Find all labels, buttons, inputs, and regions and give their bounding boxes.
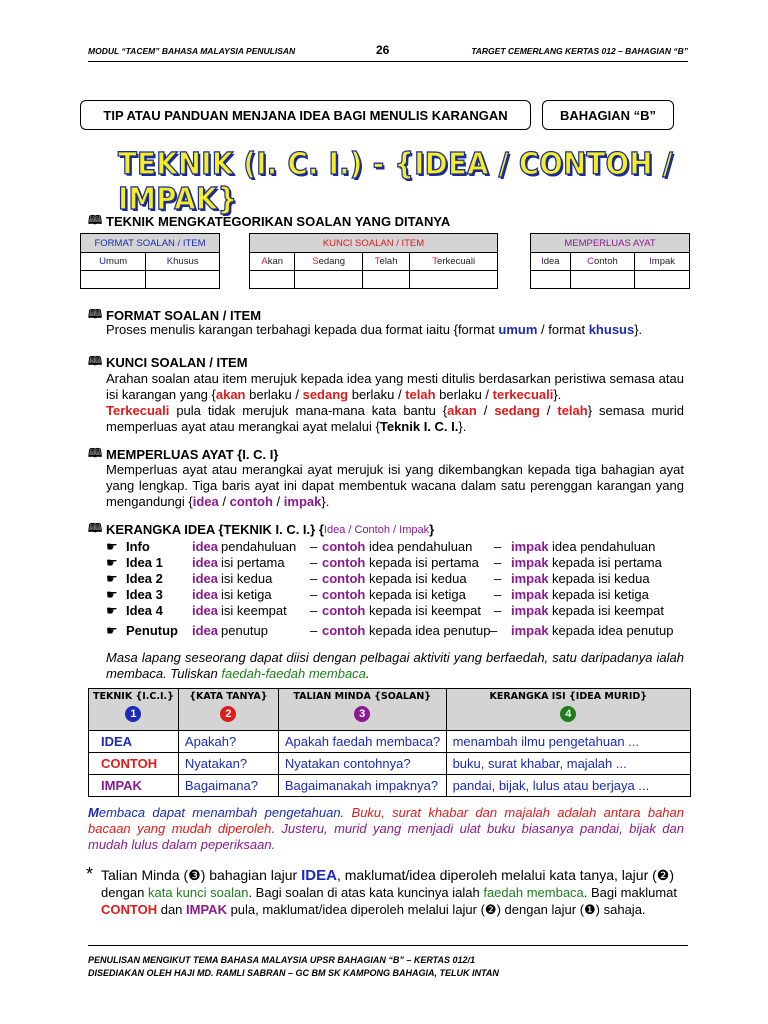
text: Masa lapang seseorang dapat diisi dengan pelbagai aktiviti yang berfaedah, satu daripadanya ialah membaca. Tuliskan (106, 650, 684, 681)
table-cell: Apakah faedah membaca? (278, 731, 446, 753)
keyword-akan: akan (215, 387, 246, 402)
keyword-teknik: Teknik I. C. I. (379, 419, 459, 434)
section-heading-teknik (88, 211, 450, 232)
keyword-idea: idea (192, 555, 219, 570)
keyword-sedang: sedang (494, 403, 540, 418)
kerangka-label: Idea 2 (126, 571, 163, 586)
format-paragraph (106, 322, 684, 338)
pointing-hand-icon: ☛ (106, 587, 118, 602)
keyword-impak: impak (511, 587, 549, 602)
book-icon: 🕮 (88, 446, 103, 460)
kerangka-label: Idea 3 (126, 587, 163, 602)
kunci-empty-cell (410, 271, 498, 289)
keyword-contoh: contoh (229, 494, 273, 509)
text: dea (326, 523, 346, 536)
perluas-table (530, 233, 690, 289)
keyword-idea: idea (192, 623, 219, 638)
keyword-impak: impak (511, 539, 549, 554)
keyword-kata-kunci: kata kunci soalan (148, 885, 249, 900)
section-heading-text: FORMAT SOALAN / ITEM (106, 308, 262, 323)
keyword-sedang: sedang (302, 387, 349, 402)
keyword-idea: idea (192, 494, 219, 509)
format-empty-cell (81, 271, 146, 289)
table-cell: Apakah? (178, 731, 278, 753)
kerangka-idea-text: isi pertama (221, 555, 285, 570)
kerangka-row (106, 539, 696, 555)
text: M (88, 805, 99, 820)
kerangka-contoh-text: idea pendahuluan (369, 539, 473, 554)
kerangka-label: Info (126, 539, 150, 554)
kerangka-impak-text: kepada isi ketiga (552, 587, 649, 602)
text: }. (458, 419, 467, 434)
kerangka-impak-text: idea pendahuluan (552, 539, 656, 554)
text: pula, maklumat/idea diperoleh melalui lajur (❷) dengan lajur (❶) sahaja. (226, 902, 646, 917)
keyword-impak: impak (283, 494, 322, 509)
kerangka-impak-text: kepada isi kedua (552, 571, 650, 586)
dash: – (490, 623, 498, 638)
keyword-contoh: contoh (322, 587, 366, 602)
kerangka-i (324, 524, 429, 536)
table-row (89, 775, 691, 797)
keyword-contoh: contoh (322, 539, 366, 554)
note-paragraph (101, 867, 685, 918)
table-cell: menambah ilmu pengetahuan ... (446, 731, 690, 753)
ici-table-head (89, 689, 179, 731)
pointing-hand-icon: ☛ (106, 539, 118, 554)
section-heading-kunci (88, 352, 248, 373)
text: / (218, 494, 230, 509)
keyword-faedah: faedah membaca (483, 885, 584, 900)
text: dengan (101, 885, 148, 900)
dash: – (494, 571, 502, 586)
title-box (80, 100, 531, 130)
text (101, 867, 674, 883)
text: Proses menulis karangan terbahagi kepada dua format iaitu {format (106, 322, 499, 337)
pointing-hand-icon: ☛ (106, 603, 118, 618)
star-bullet: * (86, 864, 94, 884)
keyword-idea: idea (192, 571, 219, 586)
kunci-table-head: KUNCI SOALAN / ITEM (250, 234, 498, 253)
keyword-idea: IDEA (301, 867, 337, 884)
answer-paragraph (88, 805, 684, 853)
section-box (542, 100, 674, 130)
ici-head-label: KERANGKA ISI {IDEA MURID} (489, 691, 648, 702)
keyword-contoh: contoh (322, 623, 366, 638)
keyword-terkecuali: Terkecuali (106, 403, 170, 418)
table-cell: Nyatakan contohnya? (278, 753, 446, 775)
dash: – (310, 587, 318, 602)
table-cell: buku, surat khabar, majalah ... (446, 753, 690, 775)
keyword-impak: impak (511, 603, 549, 618)
kerangka-row (106, 555, 696, 571)
keyword-impak: impak (511, 623, 549, 638)
footer-line-1: PENULISAN MENGIKUT TEMA BAHASA MALAYSIA UPSR BAHAGIAN “B” – KERTAS 012/1 (88, 955, 476, 965)
keyword-contoh: contoh (322, 555, 366, 570)
kerangka-idea-text: isi keempat (221, 603, 287, 618)
format-cell-umum: Umum (81, 253, 146, 271)
kerangka-idea-text: isi kedua (221, 571, 273, 586)
kerangka-label: Idea 1 (126, 555, 163, 570)
header-left: MODUL “TACEM” BAHASA MALAYSIA PENULISAN (88, 46, 296, 56)
keyword-impak: IMPAK (186, 902, 227, 917)
ici-table-head (178, 689, 278, 731)
page-number: 26 (376, 43, 390, 57)
number-badge: 2 (220, 706, 236, 722)
kunci-cell-terkecuali: Terkecuali (410, 253, 498, 271)
kerangka-impak-text: kepada isi pertama (552, 555, 662, 570)
text: / (539, 403, 558, 418)
text: / format (537, 322, 589, 337)
keyword-telah: telah (557, 403, 588, 418)
pointing-hand-icon: ☛ (106, 555, 118, 570)
perluas-table-head: MEMPERLUAS AYAT (531, 234, 690, 253)
kerangka-impak-text: kepada idea penutup (552, 623, 674, 638)
section-heading-text: MEMPERLUAS AYAT {I. C. I} (106, 447, 279, 462)
keyword-telah: telah (405, 387, 436, 402)
number-badge: 4 (560, 706, 576, 722)
kerangka-contoh-text: kepada isi keempat (369, 603, 482, 618)
format-table-head: FORMAT SOALAN / ITEM (81, 234, 220, 253)
text: berlaku / (435, 387, 493, 402)
text: }. (553, 387, 562, 402)
table-cell: CONTOH (89, 753, 179, 775)
kerangka-contoh-text: kepada isi kedua (369, 571, 467, 586)
text: Justeru, murid yang menjadi ulat buku biasanya pandai, bijak dan mudah lulus dalam peperiksaan. (88, 821, 684, 852)
number-badge: 3 (354, 706, 370, 722)
page-header (88, 44, 688, 62)
kunci-empty-cell (250, 271, 295, 289)
table-cell: Bagaimana? (178, 775, 278, 797)
kerangka-contoh-text: kepada isi pertama (369, 555, 479, 570)
text: mpak (402, 523, 430, 536)
keyword-idea: idea (192, 539, 219, 554)
dash: – (494, 603, 502, 618)
dash: – (494, 587, 502, 602)
ici-head-label: TEKNIK {I.C.I.} (93, 691, 174, 702)
kerangka-label: Penutup (126, 623, 178, 638)
table-row (89, 731, 691, 753)
kunci-cell-sedang: Sedang (295, 253, 363, 271)
text: embaca dapat menambah pengetahuan. (98, 805, 345, 820)
keyword-akan: akan (447, 403, 477, 418)
text: Arahan soalan atau item merujuk kepada idea yang mesti ditulis berdasarkan peristiwa semasa atau isi karangan yang { (106, 371, 684, 402)
dash: – (494, 555, 502, 570)
title-box-text: TIP ATAU PANDUAN MENJANA IDEA BAGI MENULIS KARANGAN (103, 107, 508, 123)
table-cell: Bagaimanakah impaknya? (278, 775, 446, 797)
kerangka-row (106, 623, 696, 639)
table-cell: IDEA (89, 731, 179, 753)
text: / (389, 523, 400, 536)
letter: C (354, 523, 363, 536)
perluas-empty-cell (531, 271, 571, 289)
kerangka-row (106, 571, 696, 587)
text: / (272, 494, 284, 509)
text: Buku, surat khabar dan majalah adalah antara bahan bacaan yang mudah diperoleh. (88, 805, 684, 836)
header-right: TARGET CEMERLANG KERTAS 012 – BAHAGIAN “B” (471, 46, 688, 56)
keyword-contoh: contoh (322, 571, 366, 586)
format-empty-cell (146, 271, 220, 289)
table-cell: IMPAK (89, 775, 179, 797)
pointing-hand-icon: ☛ (106, 623, 118, 638)
kerangka-idea-text: penutup (221, 623, 268, 638)
kunci-empty-cell (362, 271, 409, 289)
pointing-hand-icon: ☛ (106, 571, 118, 586)
text: } semasa murid memperluas ayat atau merangkai ayat melalui { (106, 403, 684, 434)
table-cell: Nyatakan? (178, 753, 278, 775)
kerangka-contoh-text: kepada isi ketiga (369, 587, 466, 602)
perluas-cell-idea: Idea (531, 253, 571, 271)
text: . Bagi soalan di atas kata kuncinya ialah (248, 885, 484, 900)
section-box-text: BAHAGIAN “B” (559, 107, 657, 123)
book-icon: 🕮 (88, 307, 103, 321)
kunci-cell-akan: Akan (250, 253, 295, 271)
format-table (80, 233, 220, 289)
dash: – (494, 539, 502, 554)
letter: I (323, 523, 327, 536)
kerangka-idea-text: isi ketiga (221, 587, 272, 602)
question-paragraph (106, 650, 684, 682)
table-row (89, 753, 691, 775)
page-footer (88, 945, 688, 980)
perluas-paragraph (106, 462, 684, 510)
section-heading-text: TEKNIK MENGKATEGORIKAN SOALAN YANG DITANYA (106, 214, 451, 229)
perluas-empty-cell (570, 271, 634, 289)
perluas-empty-cell (635, 271, 690, 289)
text: . (365, 666, 370, 681)
dash: – (310, 603, 318, 618)
keyword-khusus: khusus (588, 322, 635, 337)
dash: – (310, 555, 318, 570)
dash: – (310, 539, 318, 554)
kerangka-idea-text: pendahuluan (221, 539, 297, 554)
letter: I (399, 523, 403, 536)
keyword-terkecuali: terkecuali (492, 387, 554, 402)
section-heading-kerangka (88, 519, 434, 540)
ici-head-label: TALIAN MINDA {SOALAN} (293, 691, 432, 702)
keyword-umum: umum (498, 322, 538, 337)
section-heading-text: KUNCI SOALAN / ITEM (106, 355, 248, 370)
book-icon: 🕮 (88, 521, 103, 535)
text: / (345, 523, 355, 536)
kunci-paragraph (106, 371, 684, 435)
ici-table-head (446, 689, 690, 731)
kerangka-row (106, 603, 696, 619)
keyword-contoh: contoh (322, 603, 366, 618)
keyword-impak: impak (511, 555, 549, 570)
text: Memperluas ayat atau merangkai ayat merujuk isi yang dikembangkan kepada tiga bahagian ayat yang lengkap. Tiga baris ayat ini dapat membentuk wacana dalam satu perenggan karangan yang mengandungi { (106, 462, 684, 509)
text: . Bagi maklumat (583, 885, 677, 900)
kunci-cell-telah: Telah (362, 253, 409, 271)
text: berlaku / (348, 387, 406, 402)
footer-line-2: DISEDIAKAN OLEH HAJI MD. RAMLI SABRAN – GC BM SK KAMPONG BAHAGIA, TELUK INTAN (88, 968, 499, 978)
ici-table (88, 688, 691, 797)
keyword-contoh: CONTOH (101, 902, 158, 917)
big-title: TEKNIK (I. C. I.) - {IDEA / CONTOH / IMPAK} (118, 147, 673, 217)
text: pula tidak merujuk mana-mana kata bantu { (169, 403, 448, 418)
perluas-cell-impak: Impak (635, 253, 690, 271)
ici-head-label: {KATA TANYA} (189, 691, 268, 702)
kunci-table (249, 233, 498, 289)
text: / (476, 403, 495, 418)
ici-table-head (278, 689, 446, 731)
number-badge: 1 (125, 706, 141, 722)
keyword-idea: idea (192, 603, 219, 618)
keyword-idea: idea (192, 587, 219, 602)
dash: – (310, 623, 318, 638)
text: } (429, 522, 435, 537)
kunci-empty-cell (295, 271, 363, 289)
perluas-cell-contoh: Contoh (570, 253, 634, 271)
keyword-impak: impak (511, 571, 549, 586)
text: ontoh (362, 523, 390, 536)
kerangka-label: Idea 4 (126, 603, 163, 618)
kerangka-impak-text: kepada isi keempat (552, 603, 665, 618)
section-heading-text: KERANGKA IDEA {TEKNIK I. C. I.} { (106, 522, 324, 537)
text: berlaku / (245, 387, 303, 402)
book-icon: 🕮 (88, 354, 103, 368)
book-icon: 🕮 (88, 213, 103, 227)
kerangka-contoh-text: kepada idea penutup (369, 623, 491, 638)
text: , maklumat/idea diperoleh melalui kata tanya, lajur (❷) (336, 867, 674, 883)
text: Talian Minda (❸) bahagian lajur (101, 867, 302, 883)
format-cell-khusus: Khusus (146, 253, 220, 271)
keyword-faedah: faedah-faedah membaca (221, 666, 366, 681)
text: }. (634, 322, 643, 337)
dash: – (310, 571, 318, 586)
text: dan (157, 902, 187, 917)
text: }. (321, 494, 330, 509)
table-cell: pandai, bijak, lulus atau berjaya ... (446, 775, 690, 797)
kerangka-row (106, 587, 696, 603)
